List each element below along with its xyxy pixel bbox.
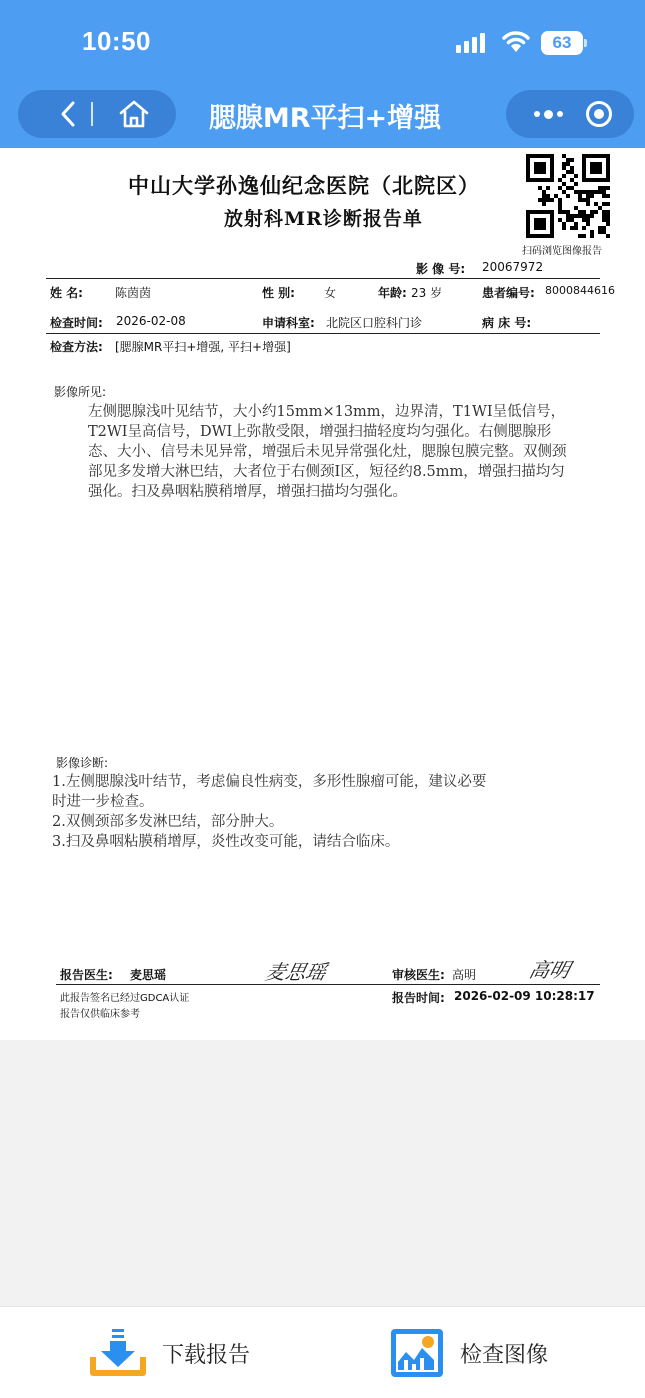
top-bar (0, 0, 645, 148)
diagnosis-line: 1.左侧腮腺浅叶结节，考虑偏良性病变，多形性腺瘤可能，建议必要 (52, 774, 487, 790)
status-time: 10:50 (82, 26, 151, 56)
cellular-signal-icon (456, 33, 485, 53)
age-label: 年龄: (378, 286, 407, 300)
patient-age: 23 岁 (411, 286, 443, 300)
exam-time-label: 检查时间: (50, 316, 103, 330)
more-dots-icon[interactable] (526, 90, 570, 138)
diagnosis-line: 3.扫及鼻咽粘膜稍增厚，炎性改变可能，请结合临床。 (52, 834, 400, 850)
image-chart-icon (388, 1326, 446, 1380)
report-title: 放射科MR诊断报告单 (224, 208, 423, 230)
page-title: 腮腺MR平扫+增强 (208, 103, 442, 134)
reviewer-label: 审核医生: (392, 968, 445, 982)
reviewer-signature: 高明 (526, 958, 573, 982)
bottom-toolbar (0, 1306, 645, 1398)
image-no-label: 影 像 号: (416, 262, 466, 276)
diagnosis-line: 2.双侧颈部多发淋巴结，部分肿大。 (52, 814, 284, 830)
reporter-signature: 麦思瑶 (263, 960, 329, 984)
download-report-button[interactable] (88, 1325, 250, 1381)
report-time-label: 报告时间: (392, 991, 445, 1005)
back-chevron-icon[interactable] (48, 90, 88, 138)
report-paper (0, 148, 645, 1040)
view-images-button[interactable] (388, 1325, 548, 1381)
patient-sex: 女 (324, 286, 337, 300)
sex-label: 性 别: (262, 286, 295, 300)
diagnosis-line: 时进一步检查。 (52, 794, 154, 810)
nav-divider (91, 102, 93, 126)
images-label: 检查图像 (460, 1342, 549, 1368)
divider (46, 333, 600, 334)
nav-left-group (18, 90, 176, 138)
patient-no: 8000844616 (545, 284, 615, 297)
qr-code[interactable] (526, 154, 610, 238)
method-label: 检查方法: (50, 340, 103, 354)
image-no: 20067972 (482, 260, 544, 274)
exam-method: [腮腺MR平扫+增强, 平扫+增强] (115, 340, 291, 354)
hospital-name: 中山大学孙逸仙纪念医院（北院区） (128, 173, 480, 198)
target-close-icon[interactable] (586, 101, 612, 127)
battery-level: 63 (552, 33, 572, 52)
findings-label: 影像所见: (54, 385, 107, 399)
patient-no-label: 患者编号: (482, 286, 535, 300)
name-label: 姓 名: (50, 286, 83, 300)
battery-icon (541, 31, 587, 55)
reviewer-name: 高明 (452, 968, 477, 982)
divider (56, 984, 600, 985)
diagnosis-text (52, 772, 582, 852)
divider (46, 278, 600, 279)
reference-note: 报告仅供临床参考 (60, 1009, 140, 1020)
cert-note: 此报告签名已经过GDCA认证 (60, 993, 190, 1004)
patient-name: 陈茵茵 (115, 286, 152, 300)
bed-label: 病 床 号: (482, 316, 532, 330)
request-dept: 北院区口腔科门诊 (326, 316, 423, 330)
reporter-name: 麦思瑶 (130, 968, 167, 982)
wifi-icon (500, 28, 532, 54)
exam-time: 2026-02-08 (116, 314, 186, 328)
download-label: 下载报告 (162, 1342, 251, 1368)
request-dept-label: 申请科室: (262, 316, 315, 330)
diagnosis-label: 影像诊断: (56, 756, 109, 770)
reporter-label: 报告医生: (60, 968, 113, 982)
nav-right-group (506, 90, 634, 138)
home-icon[interactable] (114, 90, 154, 138)
download-icon (88, 1325, 148, 1381)
qr-caption: 扫码浏览图像报告 (522, 246, 602, 257)
report-time: 2026-02-09 10:28:17 (454, 989, 595, 1003)
findings-text: 左侧腮腺浅叶见结节，大小约15mm×13mm，边界清，T1WI呈低信号，T2WI呈高信号，DWI上弥散受限，增强扫描轻度均匀强化。右侧腮腺形态、大小、信号未见异常，增强后未见异常强化灶，腮腺包膜完整。双侧颈部见多发增大淋巴结，大者位于右侧颈I区，短径约8.5mm，增强扫描均匀强化。扫及鼻咽粘膜稍增厚，增强扫描均匀强化。 (88, 404, 567, 500)
